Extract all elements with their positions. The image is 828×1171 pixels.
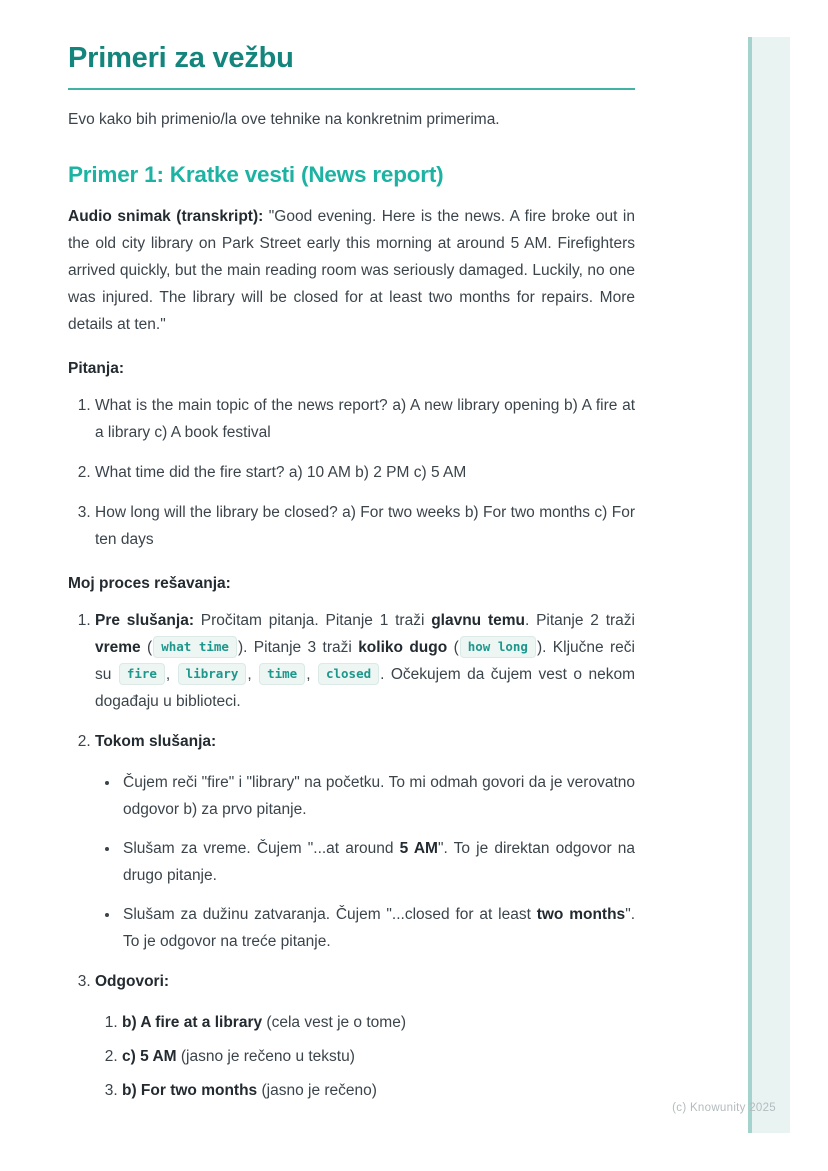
transcript-label: Audio snimak (transkript): xyxy=(68,208,264,226)
bullet-item-2 xyxy=(120,835,635,889)
keyword-badge: what time xyxy=(153,636,237,658)
question-item-1 xyxy=(95,392,635,446)
step1-bold: vreme xyxy=(95,639,141,657)
answer-item-1 xyxy=(122,1009,635,1036)
step1-text: , xyxy=(165,666,177,684)
question-text: What is the main topic of the news report? a) A new library opening b) A fire at a library c) A book festival xyxy=(95,397,635,442)
keyword-badge: closed xyxy=(318,663,379,685)
answer-text: (jasno je rečeno) xyxy=(257,1082,377,1100)
question-text: What time did the fire start? a) 10 AM b) 2 PM c) 5 AM xyxy=(95,464,467,482)
bullet-bold: two months xyxy=(536,906,626,924)
step1-text: . Očekujem da čujem vest o nekom događaju u biblioteci. xyxy=(95,666,635,711)
step1-text: , xyxy=(247,666,259,684)
process-label: Moj proces rešavanja: xyxy=(68,575,231,593)
bullet-item-3 xyxy=(120,901,635,955)
question-text: How long will the library be closed? a) For two weeks b) For two months c) For ten days xyxy=(95,504,635,549)
step1-label: Pre slušanja: xyxy=(95,612,194,630)
answer-item-2 xyxy=(122,1043,635,1070)
process-step-3 xyxy=(95,968,635,1104)
bullet-text: Slušam za dužinu zatvaranja. Čujem "...closed for at least xyxy=(123,906,537,924)
transcript-paragraph xyxy=(68,203,635,338)
process-step-2 xyxy=(95,728,635,955)
step1-text: Pročitam pitanja. Pitanje 1 traži xyxy=(193,612,432,630)
bullet-text: ". To je odgovor na treće pitanje. xyxy=(123,906,635,951)
answers-list xyxy=(95,1009,635,1104)
listening-bullets xyxy=(95,769,635,955)
step1-text: ( xyxy=(140,639,153,657)
bullet-text: ". To je direktan odgovor na drugo pitanje. xyxy=(123,840,635,885)
step1-text: . Pitanje 2 traži xyxy=(524,612,635,630)
question-item-3 xyxy=(95,499,635,553)
process-list xyxy=(68,607,635,1104)
page-title: Primeri za vežbu xyxy=(68,42,294,74)
answer-text: (jasno je rečeno u tekstu) xyxy=(176,1048,355,1066)
step2-label: Tokom slušanja: xyxy=(95,733,217,751)
step1-text: ). Ključne reči su xyxy=(95,639,635,684)
document-content xyxy=(68,42,635,1111)
step3-label: Odgovori: xyxy=(95,973,170,991)
step1-text: ). Pitanje 3 traži xyxy=(237,639,359,657)
step1-text: , xyxy=(306,666,317,684)
step1-bold: glavnu temu xyxy=(431,612,525,630)
bullet-text: Slušam za vreme. Čujem "...at around xyxy=(123,840,400,858)
intro-paragraph: Evo kako bih primenio/la ove tehnike na konkretnim primerima. xyxy=(68,111,500,129)
copyright-footer: (c) Knowunity 2025 xyxy=(672,1102,776,1114)
bullet-item-1 xyxy=(120,769,635,823)
transcript-text: "Good evening. Here is the news. A fire broke out in the old city library on Park Street early this morning at around 5 AM. Firefighters arrived quickly, but the main reading room was seriously damaged. Luckily, no one was injured. The library will be closed for at least two months for repairs. More details at ten." xyxy=(68,208,636,334)
page-edge-strip xyxy=(748,37,790,1133)
answer-bold: b) A fire at a library xyxy=(122,1014,263,1032)
example1-heading: Primer 1: Kratke vesti (News report) xyxy=(68,162,444,188)
keyword-badge: fire xyxy=(119,663,165,685)
keyword-badge: time xyxy=(259,663,305,685)
answer-bold: b) For two months xyxy=(122,1082,258,1100)
bullet-bold: 5 AM xyxy=(399,840,438,858)
process-step-1 xyxy=(95,607,635,715)
keyword-badge: library xyxy=(178,663,247,685)
answer-bold: c) 5 AM xyxy=(122,1048,177,1066)
keyword-badge: how long xyxy=(460,636,536,658)
answer-text: (cela vest je o tome) xyxy=(262,1014,406,1032)
step1-bold: koliko dugo xyxy=(358,639,448,657)
title-divider xyxy=(68,88,635,90)
questions-list xyxy=(68,392,635,553)
question-item-2 xyxy=(95,459,635,486)
answer-item-3 xyxy=(122,1077,635,1104)
bullet-text: Čujem reči "fire" i "library" na početku. To mi odmah govori da je verovatno odgovor b) za prvo pitanje. xyxy=(123,774,635,819)
questions-label: Pitanja: xyxy=(68,360,124,378)
step1-text: ( xyxy=(447,639,459,657)
